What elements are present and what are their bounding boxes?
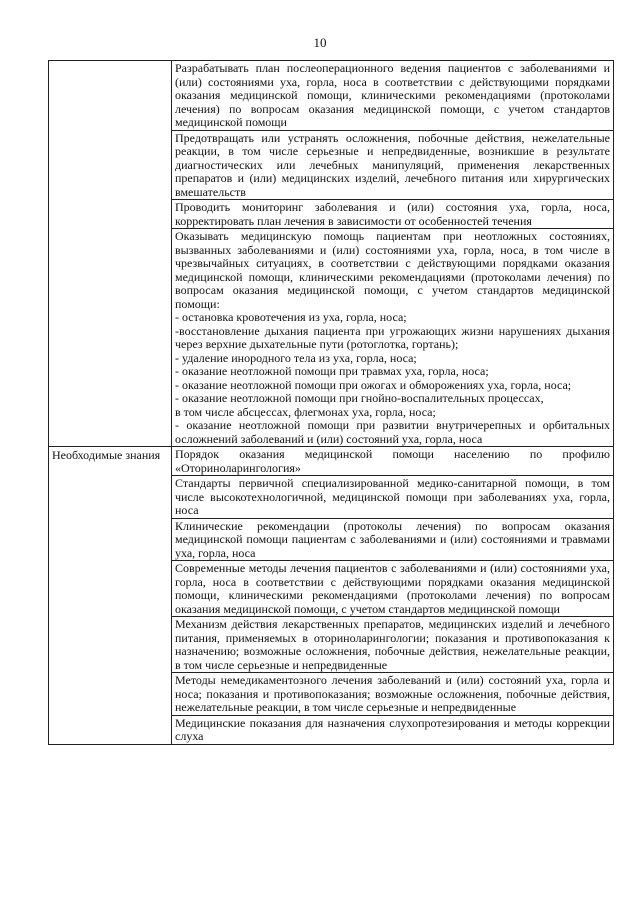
cell-text: Методы немедикаментозного лечения заболеваний и (или) состояний уха, горла и носа; показания и противопоказания; возможные осложнения, побочные действия, нежелательные реакции, в том числе серьезные и непредвиденные (175, 673, 610, 714)
cell-text: Предотвращать или устранять осложнения, побочные действия, нежелательные реакции, в том числе серьезные и непредвиденные, возникшие в результате диагностических или лечебных манипуляций, применения лекарственных препаратов и (или) медицинских изделий, лечебного питания или хирургических вмешательств (175, 130, 610, 199)
list-item: - оказание неотложной помощи при травмах уха, горла, носа; (175, 364, 489, 378)
list-item: в том числе абсцессах, флегмонах уха, горла, носа; (175, 404, 436, 419)
table-cell (172, 617, 614, 673)
list-item: - остановка кровотечения из уха, горла, носа; (175, 310, 407, 324)
table-cell (172, 715, 614, 744)
cell-text: Разрабатывать план послеоперационного ведения пациентов с заболеваниями и (или) состояниями уха, горла, носа в соответствии с действующими порядками оказания медицинской помощи, клиническими рекомендациями (протоколами лечения) по вопросам оказания медицинской помощи, с учетом стандартов медицинской помощи (175, 61, 610, 129)
table-row (49, 447, 614, 476)
table-cell (172, 476, 614, 519)
cell-text: Стандарты первичной специализированной медико-санитарной помощи, в том числе высокотехнологичной, медицинской помощи при заболеваниях уха, горла, носа (175, 476, 610, 517)
list-item: - оказание неотложной помощи при гнойно-воспалительных процессах, (175, 391, 544, 405)
row-label (49, 61, 172, 447)
cell-text: Механизм действия лекарственных препаратов, медицинских изделий и лечебного питания, применяемых в оториноларингологии; показания и противопоказания к назначению; возможные осложнения, побочные действия, нежелательные реакции, в том числе серьезные и непредвиденные (175, 617, 610, 672)
table-cell (172, 673, 614, 716)
list-item: -восстановление дыхания пациента при угрожающих жизни нарушениях дыхания через верхние дыхательные пути (ротоглотка, гортань); (175, 323, 610, 351)
list-item: - оказание неотложной помощи при развитии внутричерепных и орбитальных осложнений заболеваний и (или) состояний уха, горла, носа (175, 418, 610, 446)
list-item: - удаление инородного тела из уха, горла, носа; (175, 350, 417, 365)
table-cell (172, 229, 614, 447)
cell-text: Оказывать медицинскую помощь пациентам при неотложных состояниях, вызванных заболеваниями и (или) состояниями уха, горла, носа, в том числе в чрезвычайных ситуациях, в соответствии с действующими порядками оказания медицинской помощи, клиническими рекомендациями (протоколами лечения) по вопросам оказания медицинской помощи, с учетом стандартов медицинской помощи: (175, 229, 610, 311)
cell-text: Клинические рекомендации (протоколы лечения) по вопросам оказания медицинской помощи пациентам с заболеваниями и (или) состояниями и травмами уха, горла, носа (175, 518, 610, 560)
table-row (49, 61, 614, 131)
page-number: 10 (313, 35, 327, 50)
table-cell (172, 200, 614, 229)
table-cell (172, 61, 614, 131)
table-cell (172, 518, 614, 561)
table-cell (172, 130, 614, 200)
row-label-text: Необходимые знания (52, 448, 161, 462)
cell-text: Современные методы лечения пациентов с заболеваниями и (или) состояниями уха, горла, носа в соответствии с действующими порядками оказания медицинской помощи, клиническими рекомендациями (протоколами лечения) по вопросам оказания медицинской помощи, с учетом стандартов медицинской помощи (175, 561, 610, 616)
competency-table (48, 60, 614, 745)
cell-text: Порядок оказания медицинской помощи населению по профилю «Оториноларингология» (175, 447, 610, 475)
list-item: - оказание неотложной помощи при ожогах и обморожениях уха, горла, носа; (175, 377, 572, 392)
cell-text: Проводить мониторинг заболевания и (или) состояния уха, горла, носа, корректировать план лечения в зависимости от особенностей течения (175, 200, 610, 228)
cell-text: Медицинские показания для назначения слухопротезирования и методы коррекции слуха (175, 715, 610, 743)
table-cell (172, 447, 614, 476)
table-cell (172, 561, 614, 617)
row-label (49, 447, 172, 745)
